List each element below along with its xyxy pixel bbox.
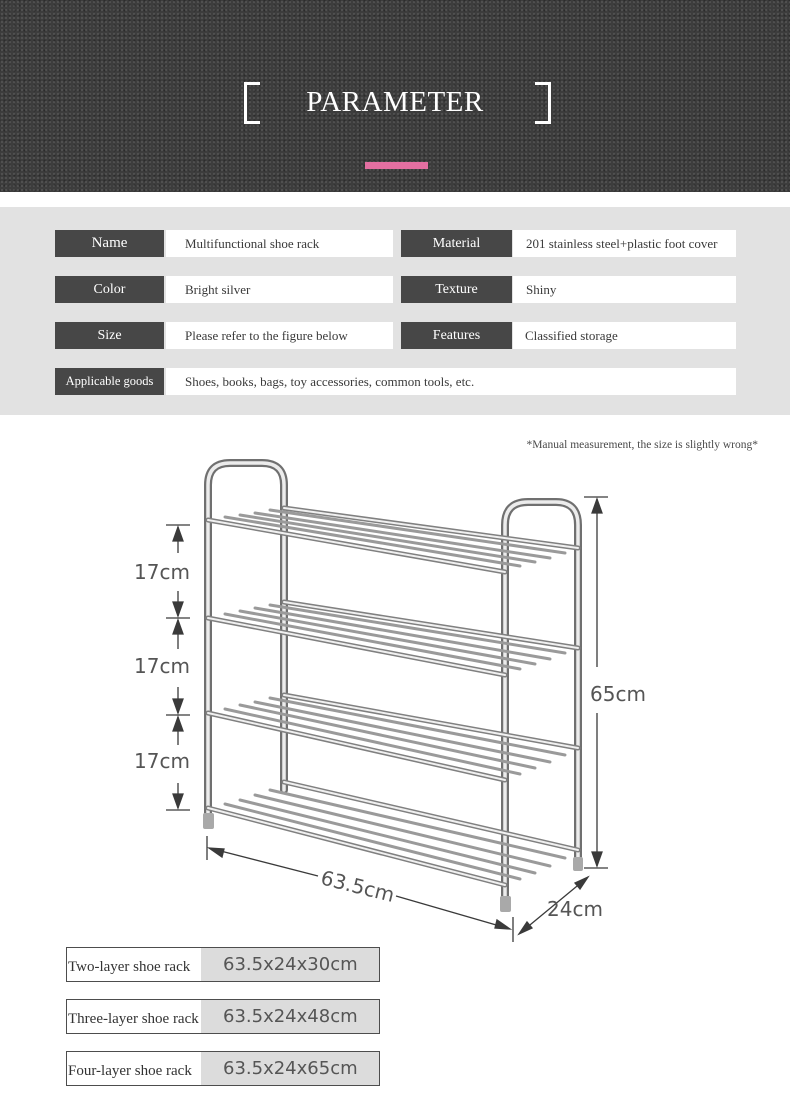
size-variant-two-layer: [66, 947, 380, 982]
size-variant-name: Three-layer shoe rack: [68, 1011, 199, 1027]
color-value: Bright silver: [166, 276, 393, 303]
size-variant-name: Four-layer shoe rack: [68, 1063, 192, 1079]
size-variant-dimensions: 63.5x24x65cm: [201, 1052, 379, 1085]
page-title: PARAMETER: [306, 86, 484, 118]
texture-value: Shiny: [513, 276, 736, 303]
shelf-1: [208, 508, 578, 572]
measurement-note: *Manual measurement, the size is slightly wrong*: [526, 439, 758, 451]
size-variant-three-layer: [66, 999, 380, 1034]
parameter-header: [0, 0, 790, 192]
size-variant-dimensions: 63.5x24x30cm: [201, 948, 379, 981]
applicable-goods-label: Applicable goods: [55, 368, 164, 395]
rack-foot: [573, 857, 583, 871]
length-label: 63.5cm: [318, 865, 397, 907]
shelf-4: [208, 782, 578, 885]
shoe-rack-image: [203, 463, 583, 912]
height-label: 65cm: [590, 682, 646, 706]
features-label: Features: [401, 322, 512, 349]
applicable-goods-value: Shoes, books, bags, toy accessories, common tools, etc.: [166, 368, 736, 395]
name-value: Multifunctional shoe rack: [166, 230, 393, 257]
material-label: Material: [401, 230, 512, 257]
color-label: Color: [55, 276, 164, 303]
size-variant-dimensions: 63.5x24x48cm: [201, 1000, 379, 1033]
size-variant-name: Two-layer shoe rack: [68, 959, 191, 975]
layer-gap-2-label: 17cm: [134, 654, 190, 678]
material-value: 201 stainless steel+plastic foot cover: [513, 230, 736, 257]
title-accent-bar: [365, 162, 428, 169]
layer-gap-1-label: 17cm: [134, 560, 190, 584]
rack-foot: [203, 813, 214, 829]
shelf-2: [208, 602, 578, 675]
shelf-3: [208, 695, 578, 780]
size-variant-four-layer: [66, 1051, 380, 1086]
right-bracket-ornament: [535, 82, 551, 124]
parameter-table: [0, 207, 790, 415]
layer-gap-3-label: 17cm: [134, 749, 190, 773]
features-value: Classified storage: [513, 322, 736, 349]
rack-foot: [500, 896, 511, 912]
name-label: Name: [55, 230, 164, 257]
size-label: Size: [55, 322, 164, 349]
size-value: Please refer to the figure below: [166, 322, 393, 349]
shoe-rack-figure: [0, 430, 790, 945]
texture-label: Texture: [401, 276, 512, 303]
depth-label: 24cm: [547, 897, 603, 921]
